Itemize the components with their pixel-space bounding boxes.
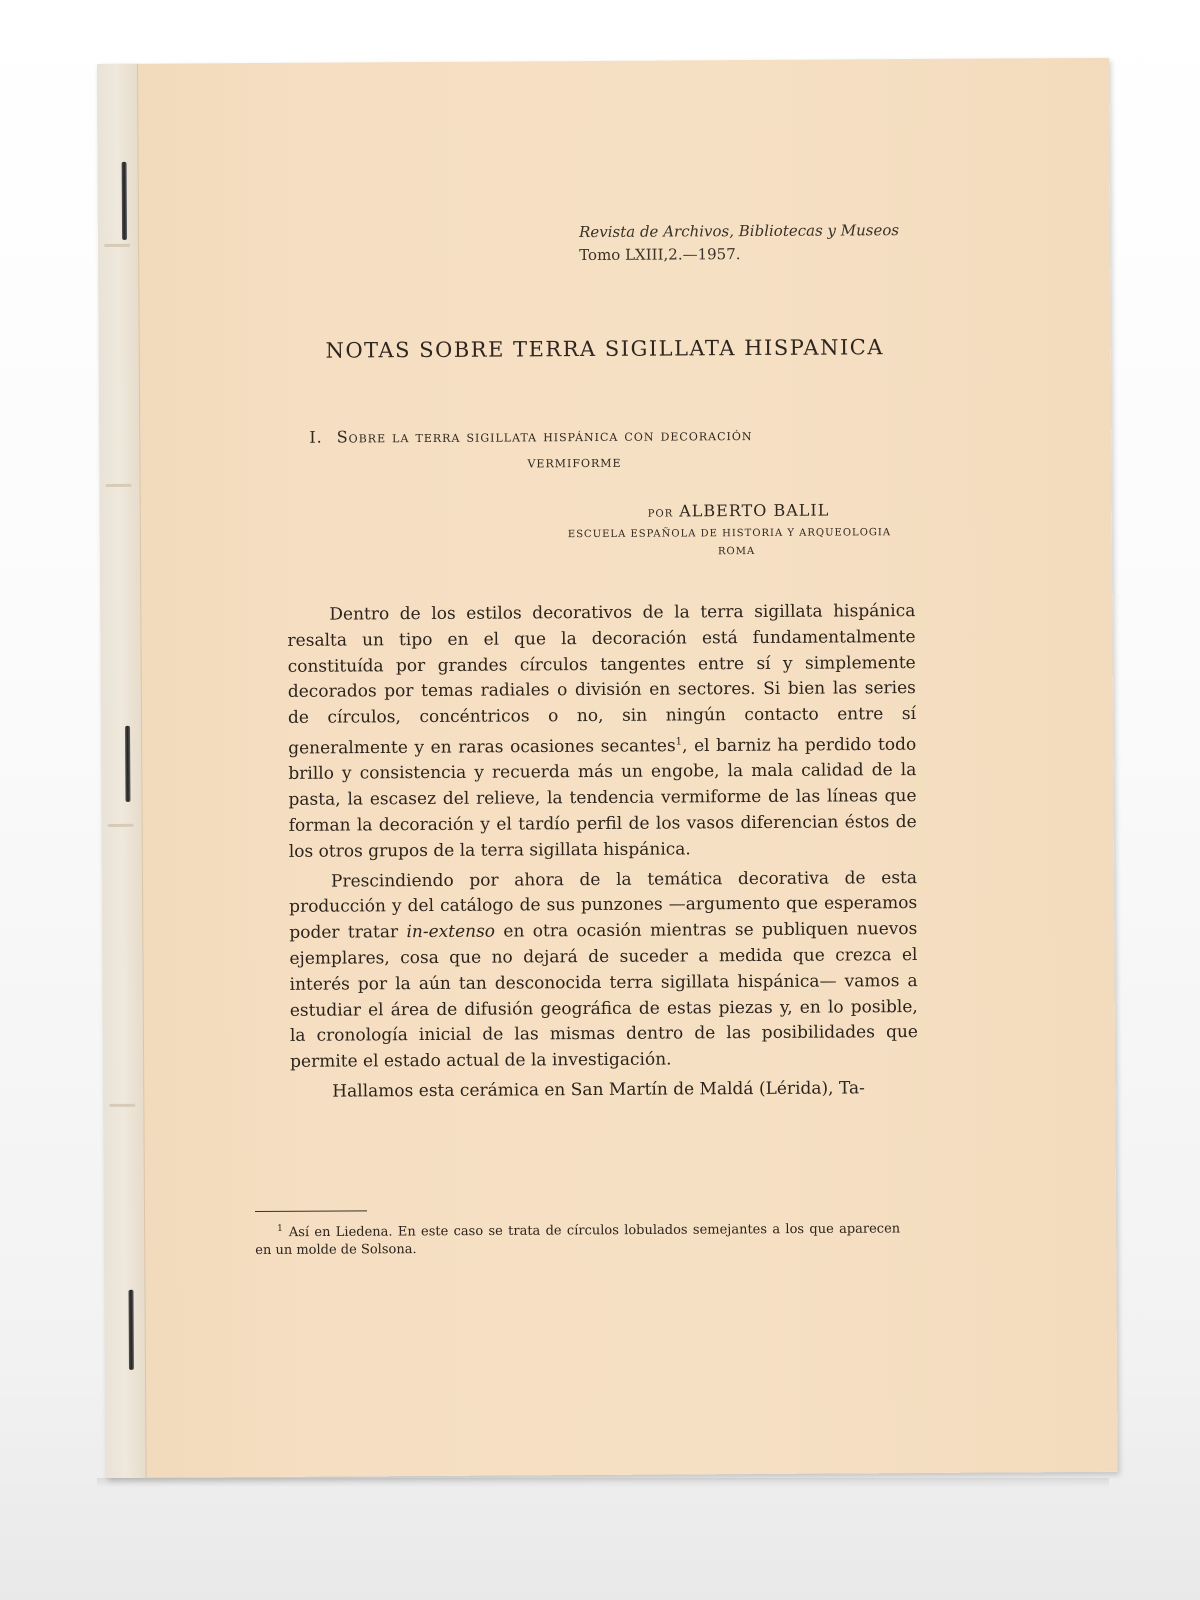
document-page [97,58,1118,1478]
page-shadow [97,1478,1109,1488]
footnote-text: Así en Liedena. En este caso se trata de círculos lobulados semejantes a los que aparecen en un molde de Solsona. [255,1221,901,1259]
section-heading [309,422,752,477]
staple-middle [125,726,130,802]
italic-term: in-extenso [406,921,496,943]
footnote [255,1216,900,1260]
author-affiliation: ESCUELA ESPAÑOLA DE HISTORIA Y ARQUEOLOGIA [567,527,892,541]
article-body [287,599,918,1110]
author-name: ALBERTO BALIL [679,500,830,521]
paragraph-1: Dentro de los estilos decorativos de la terra sigillata hispánica resalta un tipo en el que la decoración está fundamentalmente constituída por grandes círculos tangentes entre sí y simplemente decorados por temas radiales o división en sectores. Si bien las series de círculos, concéntricos o no, sin ningún contacto entre sí generalmente y en raras ocasiones secantes$^1$, el barniz ha perdido todo brillo y consistencia y recuerda más un engobe, la mala calidad de la pasta, la escasez del relieve, la tendencia vermiforme de las líneas que forman la decoración y el tardío perfil de los vasos diferencian éstos de los otros grupos de la terra sigillata hispánica. [287,601,917,862]
section-heading-line2: vermiforme [527,451,622,472]
byline-prefix: POR [647,508,674,520]
binding-spine [97,64,147,1478]
footnote-divider [255,1210,367,1212]
author-byline [648,501,830,521]
section-number: I. [309,427,323,447]
journal-name: Revista de Archivos, Bibliotecas y Museos [578,221,900,242]
footnote-reference[interactable]: 1 [675,736,683,748]
paper-wear-mark [106,484,132,487]
staple-bottom [128,1290,133,1370]
paragraph-3: Hallamos esta cerámica en San Martín de Maldá (Lérida), Ta- [332,1078,865,1102]
paper-wear-mark [108,824,134,827]
paper-wear-mark [104,244,130,247]
page-title: NOTAS SOBRE TERRA SIGILLATA HISPANICA [325,335,885,363]
paragraph-2: Prescindiendo por ahora de la temática decorativa de esta producción y del catálogo de sus punzones —argumento que esperamos poder tratar in-extenso en otra ocasión mientras se publiquen nuevos ejemplares, cosa que no dejará de suceder a medida que crezca el interés por la aún tan desconocida terra sigillata hispánica— vamos a estudiar el área de difusión geográfica de estas piezas y, en lo posible, la cronología inicial de las mismas dentro de las posibilidades que permite el estado actual de la investigación. [289,867,918,1073]
author-city: ROMA [717,545,756,558]
footnote-number: 1 [277,1223,283,1234]
journal-volume: Tomo LXIII,2.—1957. [579,245,741,265]
staple-top [122,162,127,240]
journal-citation [579,219,899,267]
paper-wear-mark [109,1104,135,1107]
section-heading-line1: Sobre la terra sigillata hispánica con decoración [336,425,753,447]
